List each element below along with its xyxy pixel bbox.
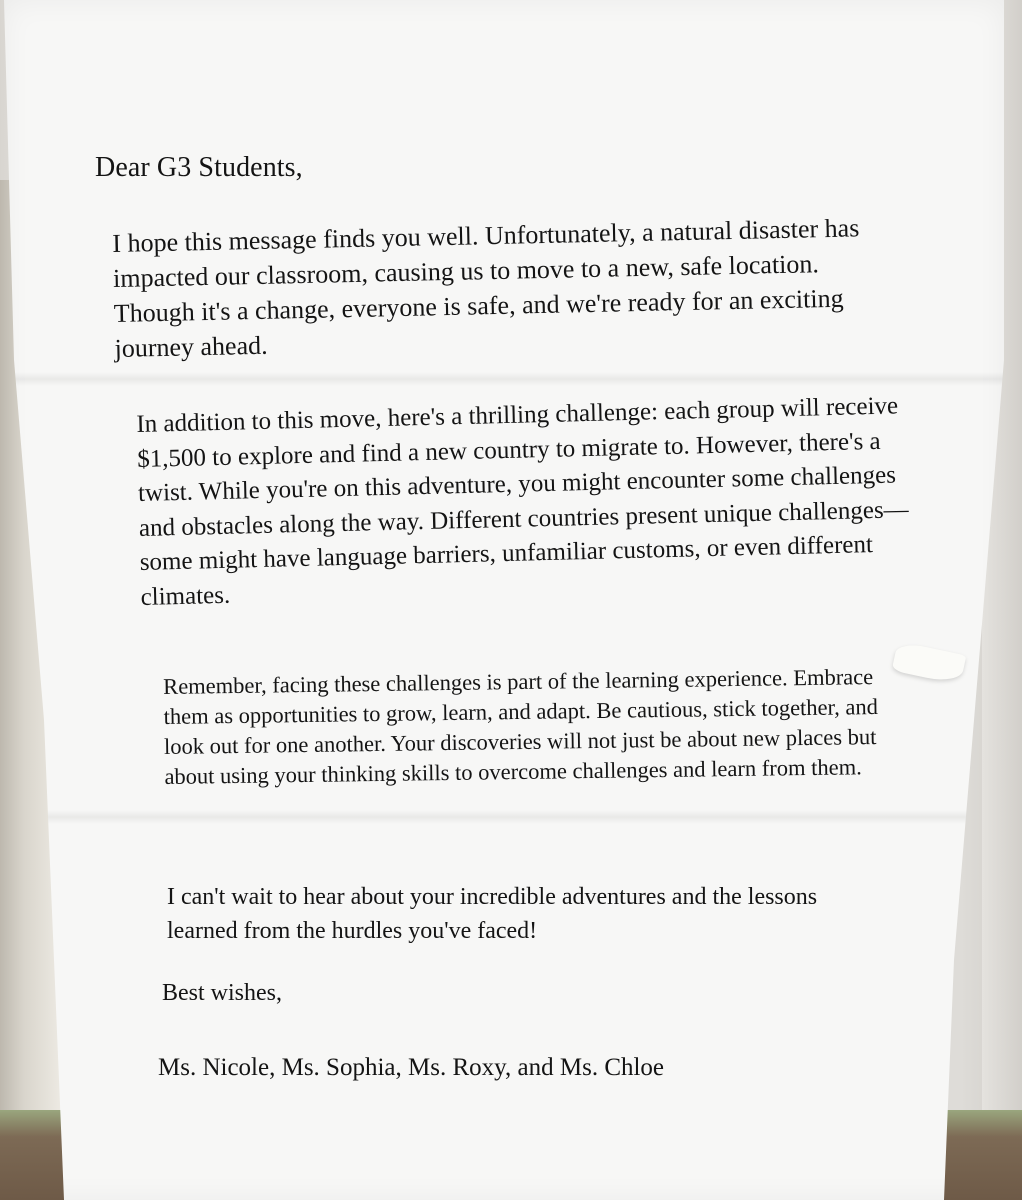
letter-signature: Ms. Nicole, Ms. Sophia, Ms. Roxy, and Ms. Chloe <box>158 1054 665 1081</box>
letter-paragraph-2: In addition to this move, here's a thrilling challenge: each group will receive $1,500 to explore and find a new country to migrate to. However, there's a twist. While you're on this adventure, you might encounter some challenges and obstacles along the way. Different countries present unique challenges—some might have language barriers, unfamiliar customs, or even different climates. <box>136 392 909 611</box>
letter-paragraph-3: Remember, facing these challenges is part of the learning experience. Embrace them as opportunities to grow, learn, and adapt. Be cautious, stick together, and look out for one another. Your discoveries will not just be about new places but about using your thinking skills to overcome challenges and learn from them. <box>163 664 879 789</box>
letter-greeting: Dear G3 Students, <box>95 152 303 183</box>
letter-paragraph-1: I hope this message finds you well. Unfortunately, a natural disaster has impacted our classroom, causing us to move to a new, safe location. Though it's a change, everyone is safe, and we're ready for an exciting journey ahead. <box>112 213 860 363</box>
letter-closing: Best wishes, <box>162 980 282 1006</box>
letter-paragraph-4: I can't wait to hear about your incredible adventures and the lessons learned from the hurdles you've faced! <box>167 884 818 944</box>
